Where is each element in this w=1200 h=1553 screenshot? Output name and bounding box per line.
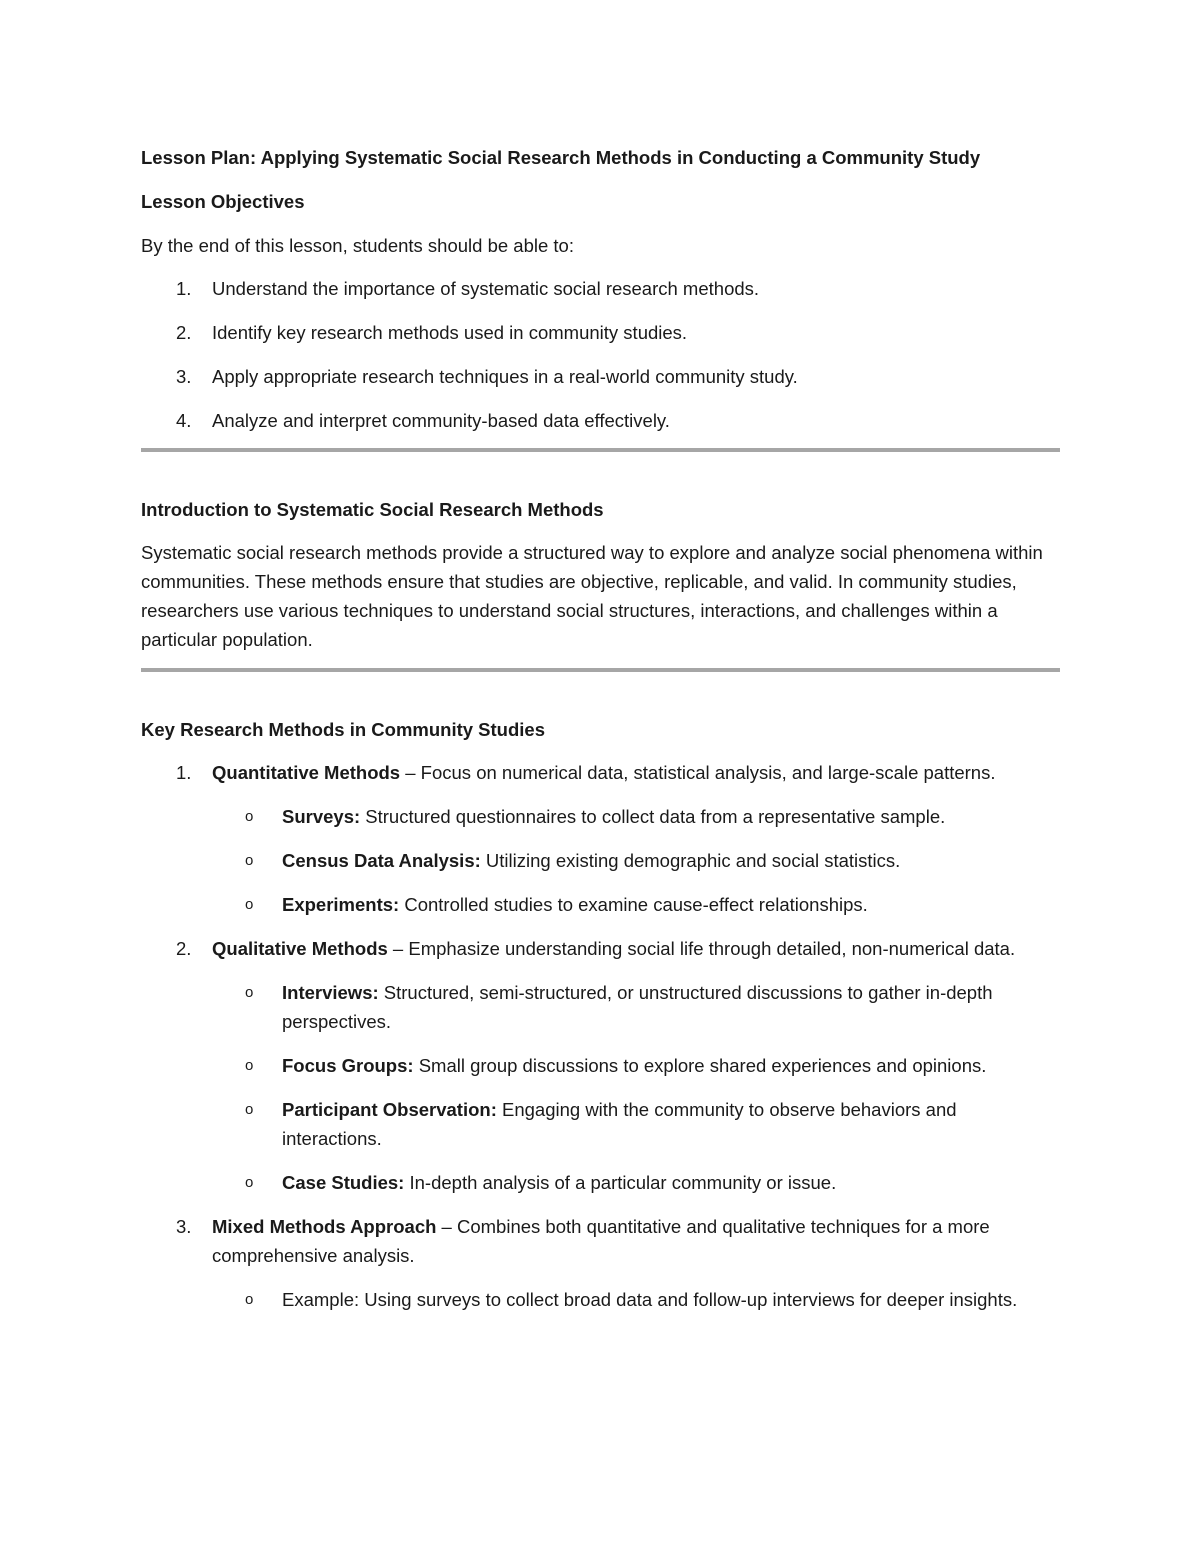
sub-item [141, 978, 1060, 1036]
bullet-icon: o [245, 808, 254, 825]
sub-term: Surveys: [282, 806, 361, 827]
bullet-icon: o [245, 1057, 254, 1074]
sub-text: In-depth analysis of a particular community or issue. [404, 1172, 837, 1193]
method-number: 2. [176, 938, 192, 959]
method-description: – Emphasize understanding social life through detailed, non-numerical data. [387, 938, 1016, 959]
method-item [141, 1212, 1060, 1314]
bullet-icon: o [245, 852, 254, 869]
sub-text: Engaging with the community to observe behaviors and interactions. [282, 1099, 957, 1149]
objective-item [141, 362, 1060, 391]
sub-item [141, 1168, 1060, 1197]
objective-text: Apply appropriate research techniques in a real-world community study. [212, 366, 798, 387]
sub-term: Case Studies: [282, 1172, 405, 1193]
method-name: Mixed Methods Approach [212, 1216, 437, 1237]
sub-text: Utilizing existing demographic and social statistics. [480, 850, 901, 871]
method-name: Quantitative Methods [212, 762, 401, 783]
objective-text: Analyze and interpret community-based data effectively. [212, 410, 670, 431]
objective-item [141, 318, 1060, 347]
bullet-icon: o [245, 1291, 254, 1308]
objective-text: Understand the importance of systematic social research methods. [212, 278, 760, 299]
objective-number: 4. [176, 410, 192, 431]
horizontal-rule [141, 448, 1060, 452]
method-name: Qualitative Methods [212, 938, 388, 959]
introduction-paragraph: Systematic social research methods provide a structured way to explore and analyze social phenomena within communities. These methods ensure that studies are objective, replicable, and valid. In community studies, researchers use various techniques to understand social structures, interactions, and challenges within a particular population. [141, 542, 1043, 650]
sub-item [141, 890, 1060, 919]
objectives-list [141, 274, 1060, 435]
method-description: – Focus on numerical data, statistical analysis, and large-scale patterns. [400, 762, 996, 783]
sub-term: Experiments: [282, 894, 400, 915]
method-sublist [141, 978, 1060, 1197]
method-item [141, 758, 1060, 919]
method-sublist [141, 802, 1060, 919]
methods-list [141, 758, 1060, 1314]
method-number: 3. [176, 1216, 192, 1237]
horizontal-rule [141, 668, 1060, 672]
objective-item [141, 406, 1060, 435]
objectives-intro: By the end of this lesson, students should be able to: [141, 235, 574, 256]
sub-text: Small group discussions to explore shared experiences and opinions. [413, 1055, 987, 1076]
bullet-icon: o [245, 984, 254, 1001]
sub-term: Focus Groups: [282, 1055, 414, 1076]
sub-item [141, 1095, 1060, 1153]
sub-term: Participant Observation: [282, 1099, 497, 1120]
sub-term: Interviews: [282, 982, 379, 1003]
sub-text: Structured, semi-structured, or unstructured discussions to gather in-depth perspectives. [282, 982, 993, 1032]
sub-item [141, 1051, 1060, 1080]
objective-number: 2. [176, 322, 192, 343]
method-number: 1. [176, 762, 192, 783]
method-item [141, 934, 1060, 1197]
objective-number: 3. [176, 366, 192, 387]
introduction-heading: Introduction to Systematic Social Research Methods [141, 499, 604, 520]
sub-item [141, 1285, 1060, 1314]
bullet-icon: o [245, 1101, 254, 1118]
sub-text: Example: Using surveys to collect broad data and follow-up interviews for deeper insights. [282, 1289, 1018, 1310]
method-description: – Combines both quantitative and qualitative techniques for a more comprehensive analysis. [212, 1216, 990, 1266]
document-title: Lesson Plan: Applying Systematic Social Research Methods in Conducting a Community Study [141, 147, 981, 168]
sub-item [141, 802, 1060, 831]
objectives-heading: Lesson Objectives [141, 191, 305, 212]
sub-item [141, 846, 1060, 875]
bullet-icon: o [245, 1174, 254, 1191]
objective-item [141, 274, 1060, 303]
bullet-icon: o [245, 896, 254, 913]
sub-term: Census Data Analysis: [282, 850, 481, 871]
objective-text: Identify key research methods used in community studies. [212, 322, 688, 343]
key-methods-heading: Key Research Methods in Community Studies [141, 719, 546, 740]
objective-number: 1. [176, 278, 192, 299]
method-sublist [141, 1285, 1060, 1314]
sub-text: Structured questionnaires to collect data from a representative sample. [360, 806, 946, 827]
sub-text: Controlled studies to examine cause-effect relationships. [399, 894, 868, 915]
